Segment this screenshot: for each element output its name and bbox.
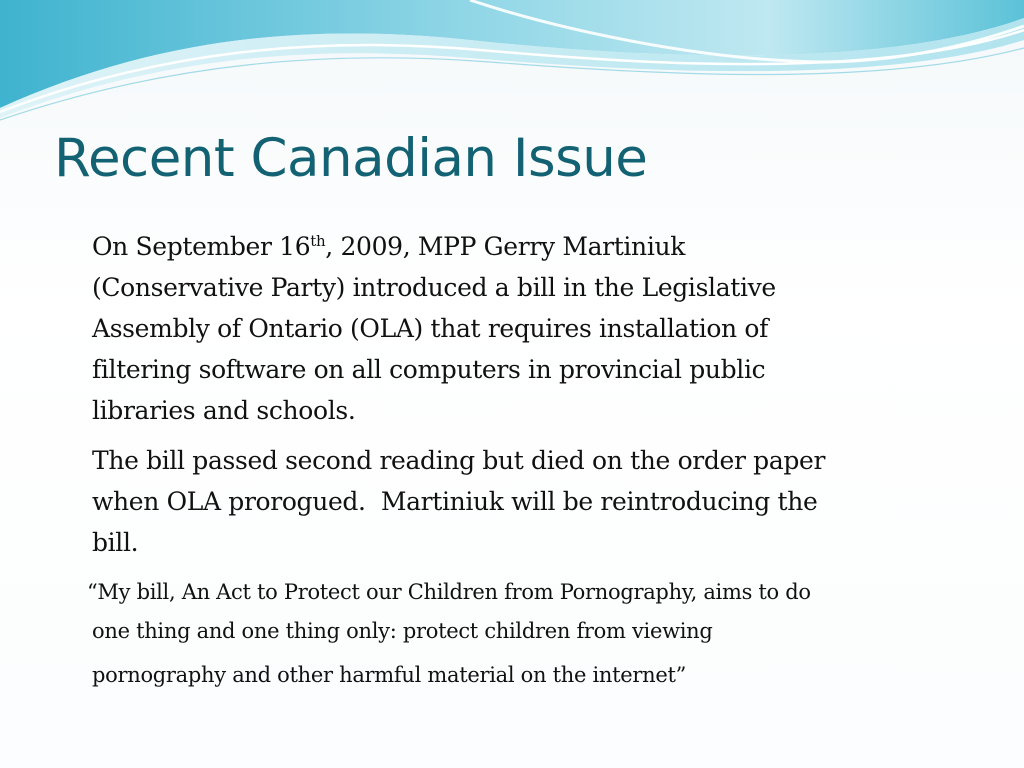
decorative-wave-header bbox=[0, 0, 1024, 130]
paragraph-line: bill. bbox=[92, 528, 139, 557]
paragraph-line: when OLA prorogued. Martiniuk will be reintroducing the bbox=[92, 487, 818, 516]
quote-line: “My bill, An Act to Protect our Children from Pornography, aims to do bbox=[87, 580, 811, 604]
quote-line: pornography and other harmful material on the internet” bbox=[92, 663, 687, 687]
paragraph-line: libraries and schools. bbox=[92, 396, 356, 425]
paragraph-bill-status bbox=[92, 440, 972, 563]
quote-line: one thing and one thing only: protect children from viewing bbox=[92, 619, 713, 643]
martiniuk-quote bbox=[87, 573, 972, 695]
paragraph-text: On September 16 bbox=[92, 232, 311, 261]
paragraph-bill-introduction bbox=[92, 226, 972, 431]
paragraph-line: filtering software on all computers in provincial public bbox=[92, 355, 766, 384]
slide-title: Recent Canadian Issue bbox=[54, 128, 648, 189]
paragraph-line: Assembly of Ontario (OLA) that requires installation of bbox=[92, 314, 769, 343]
paragraph-text: , 2009, MPP Gerry Martiniuk bbox=[325, 232, 686, 261]
ordinal-superscript: th bbox=[310, 232, 326, 250]
paragraph-line: (Conservative Party) introduced a bill in the Legislative bbox=[92, 273, 776, 302]
slide-body bbox=[87, 226, 972, 695]
paragraph-line: The bill passed second reading but died on the order paper bbox=[92, 446, 826, 475]
